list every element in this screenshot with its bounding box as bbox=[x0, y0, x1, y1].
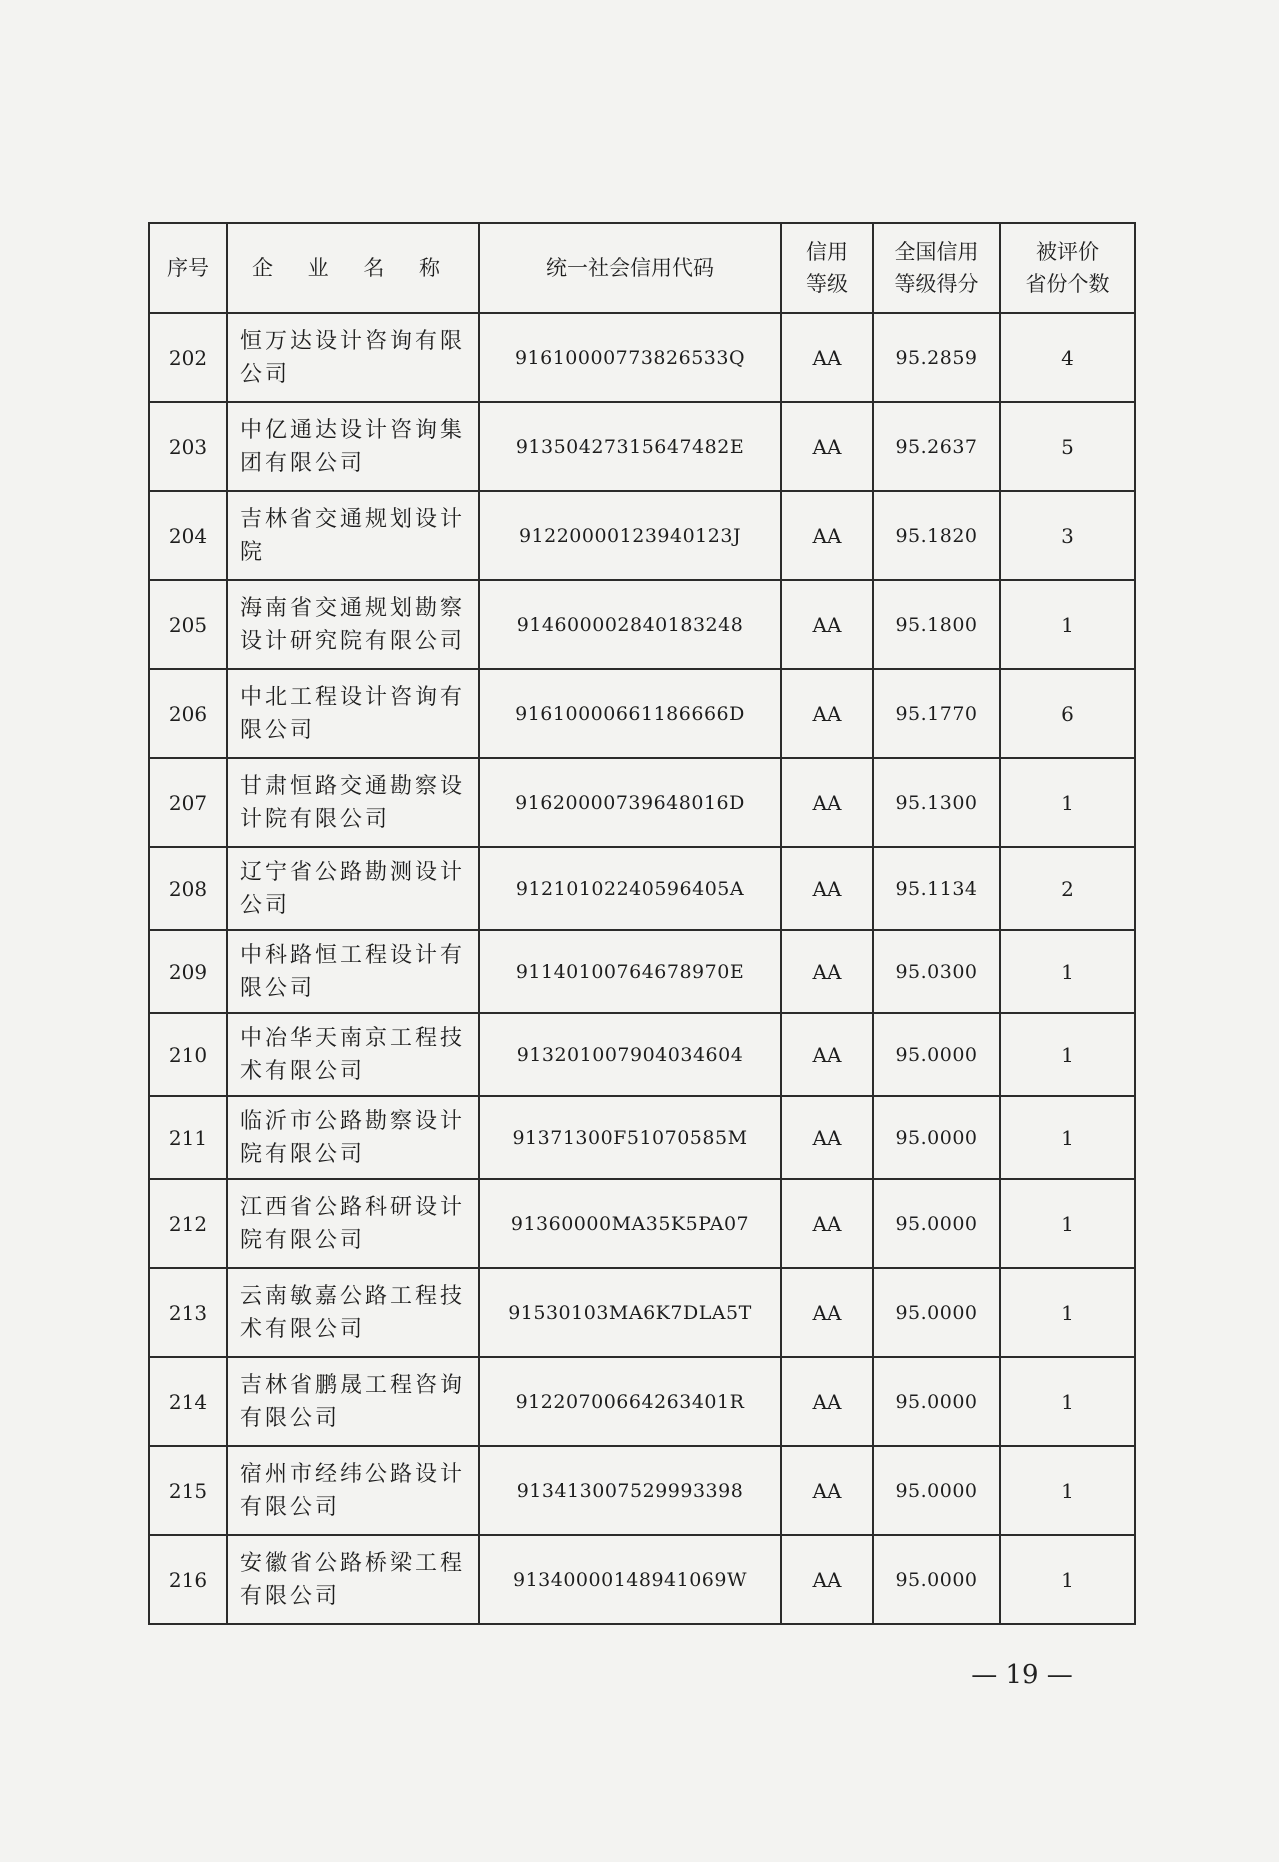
row-credit-grade: AA bbox=[781, 669, 873, 758]
row-credit-code: 91371300F51070585M bbox=[479, 1096, 781, 1179]
row-national-score: 95.0300 bbox=[873, 930, 1000, 1013]
row-seq: 207 bbox=[149, 758, 227, 847]
row-province-count: 1 bbox=[1000, 758, 1135, 847]
row-national-score: 95.2859 bbox=[873, 313, 1000, 402]
row-credit-grade: AA bbox=[781, 313, 873, 402]
row-national-score: 95.1770 bbox=[873, 669, 1000, 758]
row-company-name: 海南省交通规划勘察设计研究院有限公司 bbox=[227, 580, 479, 669]
row-national-score: 95.1300 bbox=[873, 758, 1000, 847]
row-company-name: 云南敏嘉公路工程技术有限公司 bbox=[227, 1268, 479, 1357]
row-national-score: 95.1134 bbox=[873, 847, 1000, 930]
row-seq: 216 bbox=[149, 1535, 227, 1624]
table-row bbox=[149, 1357, 1135, 1446]
table-row bbox=[149, 1535, 1135, 1624]
row-company-name: 中科路恒工程设计有限公司 bbox=[227, 930, 479, 1013]
header-company-name: 企 业 名 称 bbox=[227, 223, 479, 313]
row-seq: 213 bbox=[149, 1268, 227, 1357]
row-company-name: 中北工程设计咨询有限公司 bbox=[227, 669, 479, 758]
page-number: — 19 — bbox=[971, 1660, 1073, 1690]
row-credit-grade: AA bbox=[781, 758, 873, 847]
row-company-name: 宿州市经纬公路设计有限公司 bbox=[227, 1446, 479, 1535]
credit-rating-table bbox=[148, 222, 1136, 1625]
row-seq: 212 bbox=[149, 1179, 227, 1268]
row-company-name: 临沂市公路勘察设计院有限公司 bbox=[227, 1096, 479, 1179]
row-credit-grade: AA bbox=[781, 1268, 873, 1357]
row-seq: 205 bbox=[149, 580, 227, 669]
row-province-count: 5 bbox=[1000, 402, 1135, 491]
row-seq: 209 bbox=[149, 930, 227, 1013]
row-credit-grade: AA bbox=[781, 1179, 873, 1268]
row-province-count: 1 bbox=[1000, 930, 1135, 1013]
row-company-name: 安徽省公路桥梁工程有限公司 bbox=[227, 1535, 479, 1624]
row-province-count: 2 bbox=[1000, 847, 1135, 930]
row-credit-code: 914600002840183248 bbox=[479, 580, 781, 669]
table-row bbox=[149, 669, 1135, 758]
row-company-name: 江西省公路科研设计院有限公司 bbox=[227, 1179, 479, 1268]
row-company-name: 中亿通达设计咨询集团有限公司 bbox=[227, 402, 479, 491]
row-credit-code: 91350427315647482E bbox=[479, 402, 781, 491]
row-national-score: 95.1820 bbox=[873, 491, 1000, 580]
row-seq: 215 bbox=[149, 1446, 227, 1535]
row-national-score: 95.0000 bbox=[873, 1096, 1000, 1179]
row-credit-grade: AA bbox=[781, 930, 873, 1013]
row-province-count: 4 bbox=[1000, 313, 1135, 402]
table-row bbox=[149, 930, 1135, 1013]
row-province-count: 1 bbox=[1000, 1179, 1135, 1268]
row-province-count: 3 bbox=[1000, 491, 1135, 580]
row-national-score: 95.0000 bbox=[873, 1179, 1000, 1268]
header-province-count: 被评价 省份个数 bbox=[1000, 223, 1135, 313]
table-row bbox=[149, 1096, 1135, 1179]
row-credit-grade: AA bbox=[781, 1013, 873, 1096]
table-header-row bbox=[149, 223, 1135, 313]
header-national-score: 全国信用 等级得分 bbox=[873, 223, 1000, 313]
table-row bbox=[149, 1179, 1135, 1268]
row-credit-grade: AA bbox=[781, 1357, 873, 1446]
table-row bbox=[149, 1268, 1135, 1357]
table-row bbox=[149, 847, 1135, 930]
row-national-score: 95.0000 bbox=[873, 1357, 1000, 1446]
table-row bbox=[149, 402, 1135, 491]
row-national-score: 95.1800 bbox=[873, 580, 1000, 669]
table-row bbox=[149, 580, 1135, 669]
row-seq: 214 bbox=[149, 1357, 227, 1446]
table-row bbox=[149, 1013, 1135, 1096]
header-credit-code: 统一社会信用代码 bbox=[479, 223, 781, 313]
row-company-name: 辽宁省公路勘测设计公司 bbox=[227, 847, 479, 930]
header-seq: 序号 bbox=[149, 223, 227, 313]
row-national-score: 95.0000 bbox=[873, 1013, 1000, 1096]
row-credit-code: 91340000148941069W bbox=[479, 1535, 781, 1624]
row-credit-code: 91220700664263401R bbox=[479, 1357, 781, 1446]
table-row bbox=[149, 491, 1135, 580]
row-province-count: 1 bbox=[1000, 1357, 1135, 1446]
row-credit-code: 91610000661186666D bbox=[479, 669, 781, 758]
row-credit-code: 91610000773826533Q bbox=[479, 313, 781, 402]
table-body bbox=[149, 313, 1135, 1624]
row-seq: 202 bbox=[149, 313, 227, 402]
row-province-count: 1 bbox=[1000, 1535, 1135, 1624]
table-row bbox=[149, 758, 1135, 847]
row-credit-code: 91530103MA6K7DLA5T bbox=[479, 1268, 781, 1357]
row-credit-grade: AA bbox=[781, 847, 873, 930]
row-credit-grade: AA bbox=[781, 491, 873, 580]
row-seq: 210 bbox=[149, 1013, 227, 1096]
row-seq: 204 bbox=[149, 491, 227, 580]
row-credit-code: 913413007529993398 bbox=[479, 1446, 781, 1535]
row-credit-grade: AA bbox=[781, 1446, 873, 1535]
row-credit-grade: AA bbox=[781, 1096, 873, 1179]
row-credit-code: 91360000MA35K5PA07 bbox=[479, 1179, 781, 1268]
row-national-score: 95.0000 bbox=[873, 1268, 1000, 1357]
row-seq: 203 bbox=[149, 402, 227, 491]
row-credit-grade: AA bbox=[781, 1535, 873, 1624]
row-province-count: 1 bbox=[1000, 1446, 1135, 1535]
row-credit-grade: AA bbox=[781, 580, 873, 669]
row-credit-grade: AA bbox=[781, 402, 873, 491]
row-seq: 211 bbox=[149, 1096, 227, 1179]
row-province-count: 1 bbox=[1000, 580, 1135, 669]
table-row bbox=[149, 1446, 1135, 1535]
header-credit-grade: 信用 等级 bbox=[781, 223, 873, 313]
row-province-count: 1 bbox=[1000, 1096, 1135, 1179]
row-credit-code: 913201007904034604 bbox=[479, 1013, 781, 1096]
row-national-score: 95.0000 bbox=[873, 1535, 1000, 1624]
row-seq: 208 bbox=[149, 847, 227, 930]
row-company-name: 恒万达设计咨询有限公司 bbox=[227, 313, 479, 402]
row-province-count: 1 bbox=[1000, 1013, 1135, 1096]
row-credit-code: 91210102240596405A bbox=[479, 847, 781, 930]
row-national-score: 95.0000 bbox=[873, 1446, 1000, 1535]
row-credit-code: 91140100764678970E bbox=[479, 930, 781, 1013]
row-seq: 206 bbox=[149, 669, 227, 758]
row-company-name: 吉林省交通规划设计院 bbox=[227, 491, 479, 580]
row-company-name: 吉林省鹏晟工程咨询有限公司 bbox=[227, 1357, 479, 1446]
row-national-score: 95.2637 bbox=[873, 402, 1000, 491]
row-province-count: 6 bbox=[1000, 669, 1135, 758]
row-credit-code: 91220000123940123J bbox=[479, 491, 781, 580]
row-credit-code: 91620000739648016D bbox=[479, 758, 781, 847]
row-province-count: 1 bbox=[1000, 1268, 1135, 1357]
table-row bbox=[149, 313, 1135, 402]
row-company-name: 甘肃恒路交通勘察设计院有限公司 bbox=[227, 758, 479, 847]
row-company-name: 中冶华天南京工程技术有限公司 bbox=[227, 1013, 479, 1096]
